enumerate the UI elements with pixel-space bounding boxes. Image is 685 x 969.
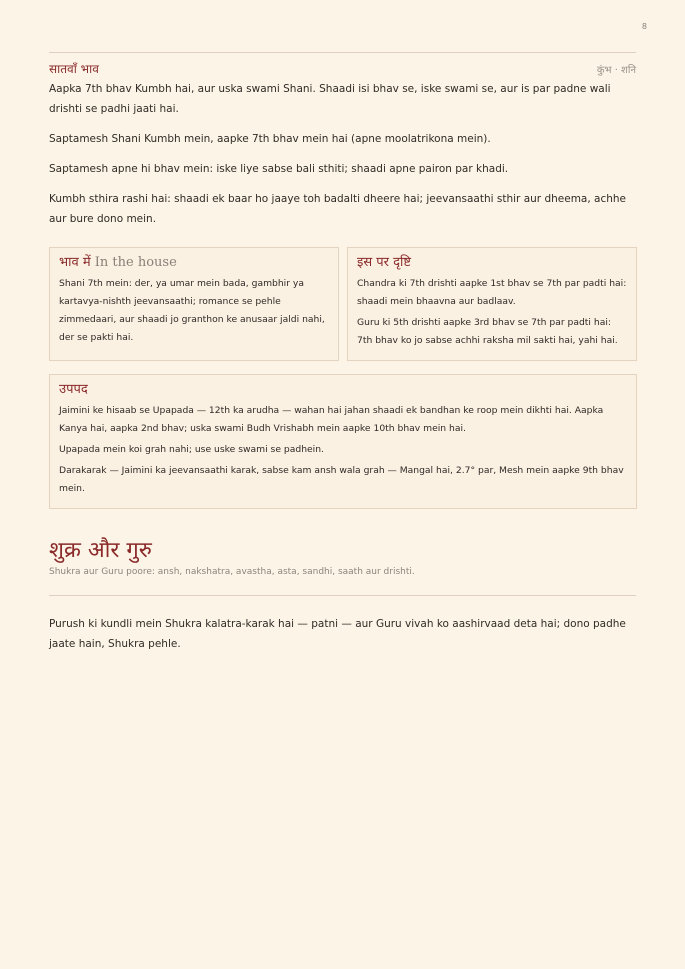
paragraph: Saptamesh apne hi bhav mein: iske liye sabse bali sthiti; shaadi apne pairon par khadi.	[49, 163, 509, 175]
drishti-box	[347, 247, 637, 361]
chapter-rule	[49, 595, 636, 596]
in-house-title	[59, 254, 329, 272]
chapter-intro	[49, 614, 629, 664]
upapada-text: Jaimini ke hisaab se Upapada — 12th ka arudha — wahan hai jahan shaadi ek bandhan ke roop mein dikhti hai. Aapka Kanya hai, aapka 2nd bhav; uska swami Budh Vrishabh mein aapke 10th bhav mein hai.	[59, 405, 604, 434]
section-tag: कुंभ · शनि	[596, 65, 636, 76]
drishti-title: इस पर दृष्टि	[357, 255, 411, 270]
in-house-title-hindi: भाव में	[59, 255, 91, 270]
section-header	[49, 60, 636, 77]
section-top-rule	[49, 52, 636, 53]
upapada-text: Upapada mein koi grah nahi; use uske swami se padhein.	[59, 444, 324, 455]
drishti-text: Guru ki 5th drishti aapke 3rd bhav se 7th par padti hai: 7th bhav ko jo sabse achhi raksha mil sakti hai, yahi hai.	[357, 317, 618, 346]
upapada-title: उपपद	[59, 382, 88, 397]
in-house-box	[49, 247, 339, 361]
upapada-box	[49, 374, 637, 509]
paragraph: Aapka 7th bhav Kumbh hai, aur uska swami Shani. Shaadi isi bhav se, iske swami se, aur is par padne wali drishti se padhi jaati hai.	[49, 83, 611, 115]
chapter-subtitle: Shukra aur Guru poore: ansh, nakshatra, avastha, asta, sandhi, saath aur drishti.	[49, 567, 415, 577]
paragraph: Kumbh sthira rashi hai: shaadi ek baar ho jaaye toh badalti dheere hai; jeevansaathi sthir aur dheema, achhe aur bure dono mein.	[49, 193, 627, 225]
page-number: 8	[641, 22, 647, 31]
in-house-title-english: In the house	[94, 255, 177, 270]
drishti-text: Chandra ki 7th drishti aapke 1st bhav se 7th par padti hai: shaadi mein bhaavna aur badlaav.	[357, 278, 627, 307]
section-body	[49, 79, 629, 239]
section-title: सातवाँ भाव	[49, 62, 99, 76]
paragraph: Purush ki kundli mein Shukra kalatra-karak hai — patni — aur Guru vivah ko aashirvaad deta hai; dono padhe jaate hain, Shukra pehle.	[49, 618, 626, 650]
chapter-title: शुक्र और गुरु	[49, 538, 152, 563]
upapada-text: Darakarak — Jaimini ka jeevansaathi karak, sabse kam ansh wala grah — Mangal hai, 2.7° par, Mesh mein aapke 9th bhav mein.	[59, 465, 624, 494]
in-house-text: Shani 7th mein: der, ya umar mein bada, gambhir ya kartavya-nishth jeevansaathi; romance se pehle zimmedaari, aur shaadi jo granthon ke anusaar jaldi nahi, der se pakti hai.	[59, 278, 325, 343]
paragraph: Saptamesh Shani Kumbh mein, aapke 7th bhav mein hai (apne moolatrikona mein).	[49, 133, 491, 145]
